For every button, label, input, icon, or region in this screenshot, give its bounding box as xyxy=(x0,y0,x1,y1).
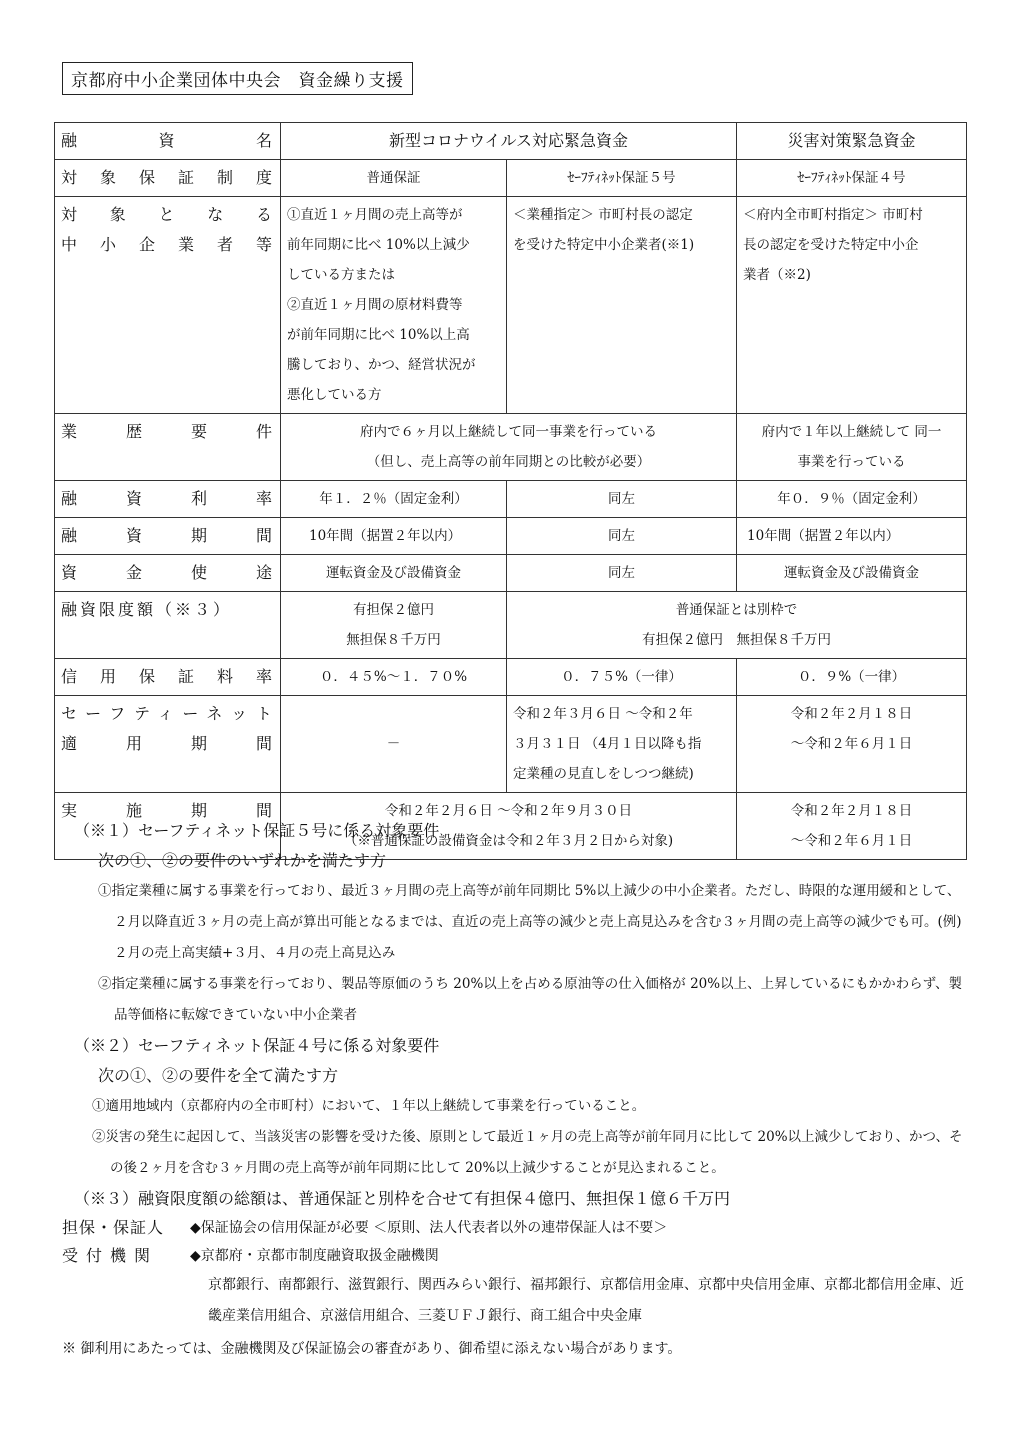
page-title: 京都府中小企業団体中央会 資金繰り支援 xyxy=(62,62,413,95)
collateral-row xyxy=(62,1214,968,1242)
table-row-use xyxy=(55,555,967,592)
cell-period-normal: 10年間（据置２年以内） xyxy=(281,518,507,555)
cell-use-normal: 運転資金及び設備資金 xyxy=(281,555,507,592)
cell-guarantee-sn4: ｾｰﾌﾃｨﾈｯﾄ保証４号 xyxy=(737,160,967,197)
note2-item1: ①適用地域内（京都府内の全市町村）において、１年以上継続して事業を行っていること。 xyxy=(92,1098,646,1114)
cell-period-sn5: 同左 xyxy=(507,518,737,555)
table-row-period xyxy=(55,518,967,555)
cell-guarantee-sn5: ｾｰﾌﾃｨﾈｯﾄ保証５号 xyxy=(507,160,737,197)
collateral-label: 担保・保証人 xyxy=(62,1218,165,1237)
note1-item1: ①指定業種に属する事業を行っており、最近３ヶ月間の売上高等が前年同期比 5%以上減少の中小企業者。ただし、時限的な運用緩和として、２月以降直近３ヶ月の売上高が算出可能となるまでは、直近の売上高等の減少と売上高見込みを含む３ヶ月間の売上高等の減少でも可。(例) ２月の売上高実績+３月、４月の売上高見込み xyxy=(98,883,962,961)
label-safety: セーフティーネット 適用期間 xyxy=(55,696,281,793)
cell-target-normal: ①直近１ヶ月間の売上高等が 前年同期に比べ 10%以上減少 している方または ②直近１ヶ月間の原材料費等 が前年同期に比べ 10%以上高 騰しており、かつ、経営状況が 悪化している方 xyxy=(281,197,507,414)
agency-label: 受付機関 xyxy=(62,1246,159,1265)
agency-row xyxy=(62,1242,968,1270)
table-row-limit xyxy=(55,592,967,659)
table-row-fee xyxy=(55,659,967,696)
cell-period-sn4: 10年間（据置２年以内） xyxy=(737,518,967,555)
cell-rate-sn4: 年０．９％（固定金利） xyxy=(737,481,967,518)
table-row-header xyxy=(55,123,967,160)
loan-table xyxy=(54,122,967,860)
label-use: 資金使途 xyxy=(55,555,281,592)
header-corona: 新型コロナウイルス対応緊急資金 xyxy=(281,123,737,160)
cell-limit-safety: 普通保証とは別枠で 有担保２億円 無担保８千万円 xyxy=(507,592,967,659)
table-row-rate xyxy=(55,481,967,518)
note1-item2: ②指定業種に属する事業を行っており、製品等原価のうち 20%以上を占める原油等の仕入価格が 20%以上、上昇しているにもかかわらず、製品等価格に転嫁できていない中小企業者 xyxy=(98,976,963,1023)
cell-rate-sn5: 同左 xyxy=(507,481,737,518)
agency-value: ◆京都府・京都市制度融資取扱金融機関 xyxy=(190,1248,439,1264)
collateral-value: ◆保証協会の信用保証が必要 ＜原則、法人代表者以外の連帯保証人は不要＞ xyxy=(190,1220,668,1236)
note2-subheading: 次の①、②の要件を全て満たす方 xyxy=(98,1066,339,1085)
table-row-guarantee xyxy=(55,160,967,197)
table-row-history xyxy=(55,414,967,481)
label-rate: 融資利率 xyxy=(55,481,281,518)
label-guarantee: 対象保証制度 xyxy=(55,160,281,197)
label-implement: 実施期間 xyxy=(55,793,281,860)
note2-heading: （※２）セーフティネット保証４号に係る対象要件 xyxy=(74,1036,440,1055)
table-row-safety xyxy=(55,696,967,793)
cell-history-corona: 府内で６ヶ月以上継続して同一事業を行っている （但し、売上高等の前年同期との比較が必要） xyxy=(281,414,737,481)
cell-use-sn5: 同左 xyxy=(507,555,737,592)
cell-guarantee-normal: 普通保証 xyxy=(281,160,507,197)
label-history: 業歴要件 xyxy=(55,414,281,481)
cell-implement-corona: 令和２年２月６日 ～令和２年９月３０日 （※普通保証の設備資金は令和２年３月２日から対象) xyxy=(281,793,737,860)
cell-history-disaster: 府内で１年以上継続して 同一 事業を行っている xyxy=(737,414,967,481)
label-period: 融資期間 xyxy=(55,518,281,555)
cell-target-sn4: ＜府内全市町村指定＞ 市町村 長の認定を受けた特定中小企 業者（※2) xyxy=(737,197,967,414)
cell-use-sn4: 運転資金及び設備資金 xyxy=(737,555,967,592)
cell-safety-normal: － xyxy=(281,696,507,793)
cell-implement-disaster: 令和２年２月１８日 ～令和２年６月１日 xyxy=(737,793,967,860)
cell-fee-sn4: ０．９%（一律） xyxy=(737,659,967,696)
table-row-target xyxy=(55,197,967,414)
note2-item2: ②災害の発生に起因して、当該災害の影響を受けた後、原則として最近１ヶ月の売上高等が前年同月に比して 20%以上減少しており、かつ、その後２ヶ月を含む３ヶ月間の売上高等が前年同期に比して 20%以上減少することが見込まれること。 xyxy=(92,1129,963,1176)
header-disaster: 災害対策緊急資金 xyxy=(737,123,967,160)
cell-fee-normal: ０．４５%～１．７０% xyxy=(281,659,507,696)
cell-target-sn5: ＜業種指定＞ 市町村長の認定 を受けた特定中小企業者(※1) xyxy=(507,197,737,414)
label-target: 対象となる 中小企業者等 xyxy=(55,197,281,414)
cell-safety-sn5: 令和２年３月６日 ～令和２年 ３月３１日 （4月１日以降も指 定業種の見直しをしつつ継続) xyxy=(507,696,737,793)
notes-section xyxy=(62,816,968,1364)
cell-limit-normal: 有担保２億円 無担保８千万円 xyxy=(281,592,507,659)
label-loan-name: 融 資 名 xyxy=(55,123,281,160)
cell-fee-sn5: ０．７５%（一律） xyxy=(507,659,737,696)
note1-subheading: 次の①、②の要件のいずれかを満たす方 xyxy=(98,851,387,870)
cell-rate-normal: 年１．２％（固定金利） xyxy=(281,481,507,518)
cell-safety-sn4: 令和２年２月１８日 ～令和２年６月１日 xyxy=(737,696,967,793)
disclaimer: ※ 御利用にあたっては、金融機関及び保証協会の審査があり、御希望に添えない場合があります。 xyxy=(62,1341,682,1357)
label-limit: 融資限度額（※３） xyxy=(55,592,281,659)
bank-list: 京都銀行、南都銀行、滋賀銀行、関西みらい銀行、福邦銀行、京都信用金庫、京都中央信用金庫、京都北都信用金庫、近畿産業信用組合、京滋信用組合、三菱ＵＦＪ銀行、商工組合中央金庫 xyxy=(208,1277,964,1324)
note1-heading: （※１）セーフティネット保証５号に係る対象要件 xyxy=(74,821,440,840)
note3: （※３）融資限度額の総額は、普通保証と別枠を合せて有担保４億円、無担保１億６千万円 xyxy=(74,1189,731,1208)
label-fee: 信用保証料率 xyxy=(55,659,281,696)
